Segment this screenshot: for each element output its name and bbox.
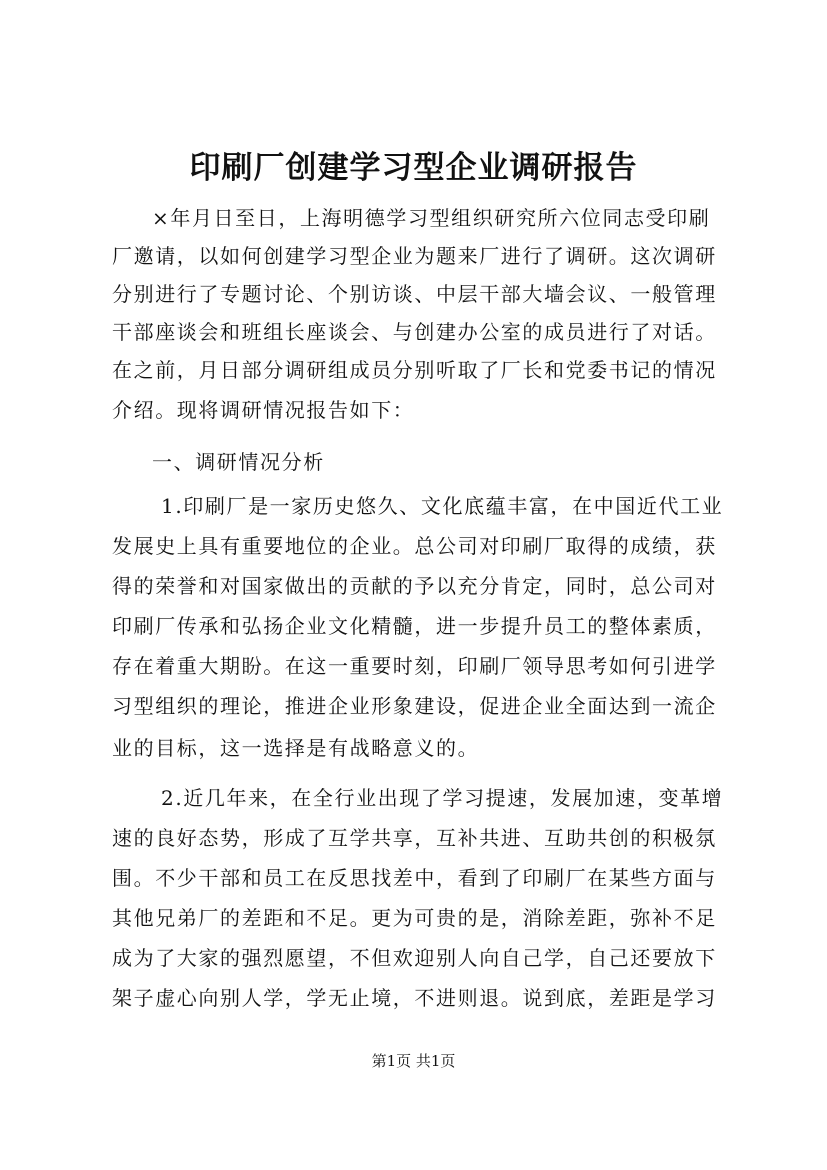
paragraph-line: 架子虚心向别人学，学无止境，不进则退。说到底，差距是学习: [112, 986, 717, 1010]
document-title: 印刷厂创建学习型企业调研报告: [189, 150, 638, 186]
paragraph-line: 印刷厂传承和弘扬企业文化精髓，进一步提升员工的整体素质，: [112, 614, 717, 638]
paragraph-line: ×年月日至日，上海明德学习型组织研究所六位同志受印刷: [152, 206, 711, 230]
paragraph-line: 介绍。现将调研情况报告如下：: [112, 398, 415, 422]
paragraph-line: 厂邀请，以如何创建学习型企业为题来厂进行了调研。这次调研: [112, 244, 717, 268]
paragraph-line: 其他兄弟厂的差距和不足。更为可贵的是，消除差距，弥补不足: [112, 906, 717, 930]
paragraph-line: 1.印刷厂是一家历史悠久、文化底蕴丰富，在中国近代工业: [161, 494, 724, 518]
paragraph-line: 存在着重大期盼。在这一重要时刻，印刷厂领导思考如何引进学: [112, 654, 717, 678]
paragraph-line: 得的荣誉和对国家做出的贡献的予以充分肯定，同时，总公司对: [112, 574, 717, 598]
paragraph-line: 干部座谈会和班组长座谈会、与创建办公室的成员进行了对话。: [112, 320, 717, 344]
page-number-footer: 第1页 共1页: [371, 1052, 456, 1070]
paragraph-line: 在之前，月日部分调研组成员分别听取了厂长和党委书记的情况: [112, 358, 717, 382]
section-heading: 一、调研情况分析: [152, 450, 325, 474]
paragraph-line: 2.近几年来，在全行业出现了学习提速，发展加速，变革增: [161, 786, 724, 810]
paragraph-line: 分别进行了专题讨论、个别访谈、中层干部大墙会议、一般管理: [112, 282, 717, 306]
paragraph-line: 围。不少干部和员工在反思找差中，看到了印刷厂在某些方面与: [112, 866, 717, 890]
paragraph-line: 发展史上具有重要地位的企业。总公司对印刷厂取得的成绩，获: [112, 534, 717, 558]
paragraph-line: 速的良好态势，形成了互学共享，互补共进、互助共创的积极氛: [112, 826, 717, 850]
paragraph-line: 习型组织的理论，推进企业形象建设，促进企业全面达到一流企: [112, 694, 717, 718]
paragraph-line: 业的目标，这一选择是有战略意义的。: [112, 736, 480, 760]
paragraph-line: 成为了大家的强烈愿望，不但欢迎别人向自己学，自己还要放下: [112, 946, 717, 970]
